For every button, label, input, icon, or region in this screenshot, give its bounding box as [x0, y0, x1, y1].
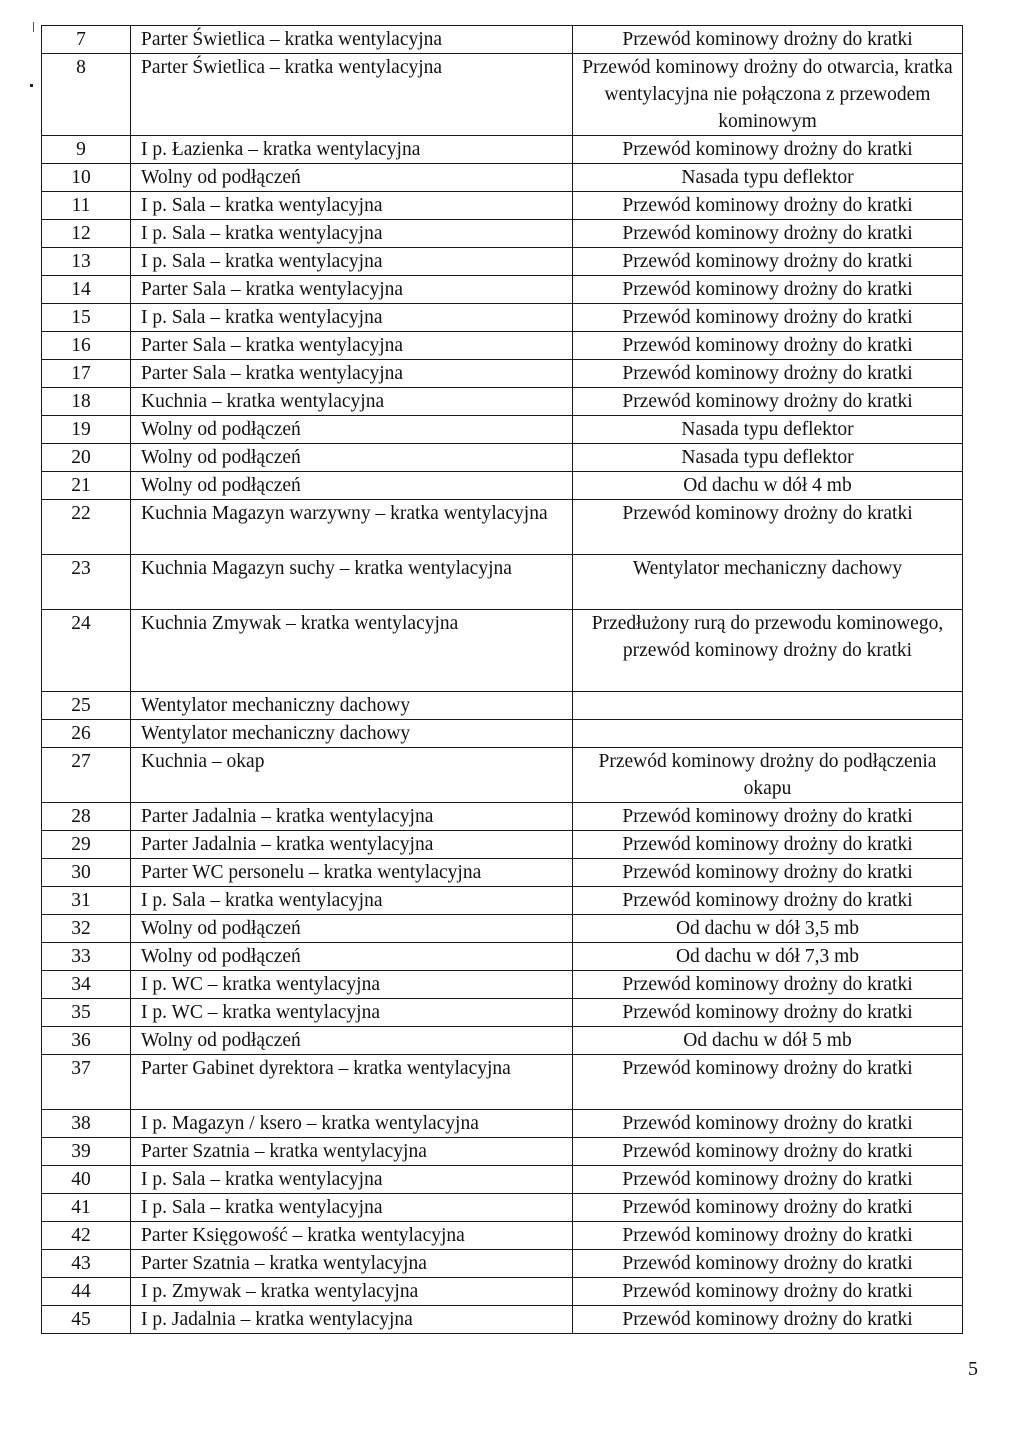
row-number: 41: [42, 1194, 131, 1222]
row-number: 8: [42, 54, 131, 136]
duct-status: Przewód kominowy drożny do kratki: [573, 332, 963, 360]
scan-mark: [33, 22, 34, 32]
connection-description: Kuchnia – okap: [131, 748, 573, 803]
table-row: [42, 276, 963, 304]
row-number: 42: [42, 1222, 131, 1250]
row-number: 13: [42, 248, 131, 276]
row-number: 7: [42, 26, 131, 54]
table-row: [42, 943, 963, 971]
duct-status: Od dachu w dół 4 mb: [573, 472, 963, 500]
table-row: [42, 332, 963, 360]
connection-description: I p. Sala – kratka wentylacyjna: [131, 248, 573, 276]
duct-status: [573, 692, 963, 720]
row-number: 17: [42, 360, 131, 388]
duct-status: Nasada typu deflektor: [573, 444, 963, 472]
duct-status: Przewód kominowy drożny do kratki: [573, 887, 963, 915]
table-row: [42, 915, 963, 943]
connection-description: Wentylator mechaniczny dachowy: [131, 720, 573, 748]
connection-description: Wolny od podłączeń: [131, 915, 573, 943]
row-number: 16: [42, 332, 131, 360]
row-number: 44: [42, 1278, 131, 1306]
table-row: [42, 1194, 963, 1222]
duct-status: Przewód kominowy drożny do kratki: [573, 1250, 963, 1278]
connection-description: Parter Sala – kratka wentylacyjna: [131, 360, 573, 388]
connection-description: Parter Księgowość – kratka wentylacyjna: [131, 1222, 573, 1250]
table-row: [42, 54, 963, 136]
table-row: [42, 1166, 963, 1194]
connection-description: I p. WC – kratka wentylacyjna: [131, 971, 573, 999]
duct-status: Przewód kominowy drożny do kratki: [573, 1166, 963, 1194]
connection-description: Wolny od podłączeń: [131, 416, 573, 444]
table-row: [42, 971, 963, 999]
duct-status: Przedłużony rurą do przewodu kominowego, przewód kominowy drożny do kratki: [573, 610, 963, 692]
table-row: [42, 999, 963, 1027]
scan-mark: [30, 84, 33, 87]
duct-status: Przewód kominowy drożny do kratki: [573, 276, 963, 304]
duct-status: Przewód kominowy drożny do kratki: [573, 248, 963, 276]
duct-status: Przewód kominowy drożny do kratki: [573, 26, 963, 54]
duct-status: Przewód kominowy drożny do kratki: [573, 1138, 963, 1166]
row-number: 34: [42, 971, 131, 999]
table-row: [42, 136, 963, 164]
row-number: 15: [42, 304, 131, 332]
connection-description: Parter Sala – kratka wentylacyjna: [131, 276, 573, 304]
page-number: 5: [968, 1358, 978, 1380]
row-number: 22: [42, 500, 131, 555]
connection-description: I p. Jadalnia – kratka wentylacyjna: [131, 1306, 573, 1334]
row-number: 21: [42, 472, 131, 500]
table-row: [42, 360, 963, 388]
duct-status: Przewód kominowy drożny do kratki: [573, 360, 963, 388]
connection-description: Wolny od podłączeń: [131, 1027, 573, 1055]
table-row: [42, 192, 963, 220]
connection-description: Parter Świetlica – kratka wentylacyjna: [131, 26, 573, 54]
connection-description: Parter Jadalnia – kratka wentylacyjna: [131, 803, 573, 831]
duct-status: Przewód kominowy drożny do kratki: [573, 999, 963, 1027]
connection-description: Wolny od podłączeń: [131, 943, 573, 971]
row-number: 11: [42, 192, 131, 220]
table-row: [42, 1110, 963, 1138]
row-number: 37: [42, 1055, 131, 1110]
row-number: 28: [42, 803, 131, 831]
table-row: [42, 1055, 963, 1110]
row-number: 29: [42, 831, 131, 859]
connection-description: I p. Sala – kratka wentylacyjna: [131, 220, 573, 248]
table-row: [42, 26, 963, 54]
duct-status: Nasada typu deflektor: [573, 164, 963, 192]
table-row: [42, 610, 963, 692]
row-number: 31: [42, 887, 131, 915]
duct-status: Od dachu w dół 7,3 mb: [573, 943, 963, 971]
duct-status: Przewód kominowy drożny do kratki: [573, 500, 963, 555]
row-number: 23: [42, 555, 131, 610]
table-row: [42, 1278, 963, 1306]
row-number: 18: [42, 388, 131, 416]
connection-description: Parter Szatnia – kratka wentylacyjna: [131, 1138, 573, 1166]
row-number: 32: [42, 915, 131, 943]
table-row: [42, 555, 963, 610]
row-number: 27: [42, 748, 131, 803]
table-row: [42, 1138, 963, 1166]
row-number: 26: [42, 720, 131, 748]
row-number: 39: [42, 1138, 131, 1166]
table-row: [42, 720, 963, 748]
duct-status: Od dachu w dół 3,5 mb: [573, 915, 963, 943]
duct-status: Wentylator mechaniczny dachowy: [573, 555, 963, 610]
row-number: 12: [42, 220, 131, 248]
duct-status: Przewód kominowy drożny do kratki: [573, 1278, 963, 1306]
table-row: [42, 500, 963, 555]
connection-description: I p. Sala – kratka wentylacyjna: [131, 887, 573, 915]
duct-status: Przewód kominowy drożny do kratki: [573, 971, 963, 999]
table-row: [42, 388, 963, 416]
duct-status: [573, 720, 963, 748]
connection-description: Kuchnia – kratka wentylacyjna: [131, 388, 573, 416]
table-row: [42, 164, 963, 192]
table-row: [42, 748, 963, 803]
duct-status: Przewód kominowy drożny do kratki: [573, 388, 963, 416]
row-number: 33: [42, 943, 131, 971]
duct-status: Przewód kominowy drożny do kratki: [573, 803, 963, 831]
row-number: 10: [42, 164, 131, 192]
table-row: [42, 472, 963, 500]
connection-description: Parter Świetlica – kratka wentylacyjna: [131, 54, 573, 136]
row-number: 40: [42, 1166, 131, 1194]
table-row: [42, 416, 963, 444]
connection-description: I p. Magazyn / ksero – kratka wentylacyjna: [131, 1110, 573, 1138]
connection-description: I p. Łazienka – kratka wentylacyjna: [131, 136, 573, 164]
duct-status: Przewód kominowy drożny do kratki: [573, 192, 963, 220]
connection-description: Wolny od podłączeń: [131, 444, 573, 472]
connection-description: Parter Gabinet dyrektora – kratka wentylacyjna: [131, 1055, 573, 1110]
duct-status: Przewód kominowy drożny do kratki: [573, 304, 963, 332]
duct-status: Przewód kominowy drożny do kratki: [573, 1222, 963, 1250]
table-row: [42, 1306, 963, 1334]
chimney-ducts-table: [41, 25, 963, 1334]
row-number: 35: [42, 999, 131, 1027]
duct-status: Przewód kominowy drożny do kratki: [573, 859, 963, 887]
table-row: [42, 1250, 963, 1278]
connection-description: I p. Sala – kratka wentylacyjna: [131, 192, 573, 220]
connection-description: Wentylator mechaniczny dachowy: [131, 692, 573, 720]
connection-description: I p. Sala – kratka wentylacyjna: [131, 304, 573, 332]
row-number: 30: [42, 859, 131, 887]
table-row: [42, 220, 963, 248]
duct-status: Nasada typu deflektor: [573, 416, 963, 444]
duct-status: Przewód kominowy drożny do podłączenia okapu: [573, 748, 963, 803]
table-row: [42, 887, 963, 915]
table-row: [42, 248, 963, 276]
row-number: 36: [42, 1027, 131, 1055]
row-number: 24: [42, 610, 131, 692]
table-body: [42, 26, 963, 1334]
row-number: 14: [42, 276, 131, 304]
connection-description: I p. WC – kratka wentylacyjna: [131, 999, 573, 1027]
row-number: 43: [42, 1250, 131, 1278]
row-number: 20: [42, 444, 131, 472]
row-number: 38: [42, 1110, 131, 1138]
duct-status: Przewód kominowy drożny do kratki: [573, 136, 963, 164]
duct-status: Przewód kominowy drożny do kratki: [573, 1055, 963, 1110]
duct-status: Przewód kominowy drożny do kratki: [573, 1194, 963, 1222]
table-row: [42, 444, 963, 472]
connection-description: Parter Jadalnia – kratka wentylacyjna: [131, 831, 573, 859]
connection-description: I p. Zmywak – kratka wentylacyjna: [131, 1278, 573, 1306]
table-row: [42, 1027, 963, 1055]
connection-description: Parter Szatnia – kratka wentylacyjna: [131, 1250, 573, 1278]
connection-description: Kuchnia Zmywak – kratka wentylacyjna: [131, 610, 573, 692]
table-row: [42, 692, 963, 720]
table-row: [42, 304, 963, 332]
connection-description: Parter Sala – kratka wentylacyjna: [131, 332, 573, 360]
connection-description: Kuchnia Magazyn suchy – kratka wentylacyjna: [131, 555, 573, 610]
connection-description: Kuchnia Magazyn warzywny – kratka wentylacyjna: [131, 500, 573, 555]
row-number: 19: [42, 416, 131, 444]
table-row: [42, 1222, 963, 1250]
table-row: [42, 803, 963, 831]
table-row: [42, 859, 963, 887]
table-row: [42, 831, 963, 859]
row-number: 45: [42, 1306, 131, 1334]
connection-description: Parter WC personelu – kratka wentylacyjna: [131, 859, 573, 887]
duct-status: Przewód kominowy drożny do kratki: [573, 220, 963, 248]
connection-description: Wolny od podłączeń: [131, 164, 573, 192]
duct-status: Przewód kominowy drożny do kratki: [573, 1110, 963, 1138]
duct-status: Przewód kominowy drożny do otwarcia, kratka wentylacyjna nie połączona z przewodem kominowym: [573, 54, 963, 136]
connection-description: I p. Sala – kratka wentylacyjna: [131, 1166, 573, 1194]
connection-description: Wolny od podłączeń: [131, 472, 573, 500]
duct-status: Przewód kominowy drożny do kratki: [573, 1306, 963, 1334]
duct-status: Od dachu w dół 5 mb: [573, 1027, 963, 1055]
row-number: 25: [42, 692, 131, 720]
duct-status: Przewód kominowy drożny do kratki: [573, 831, 963, 859]
connection-description: I p. Sala – kratka wentylacyjna: [131, 1194, 573, 1222]
row-number: 9: [42, 136, 131, 164]
